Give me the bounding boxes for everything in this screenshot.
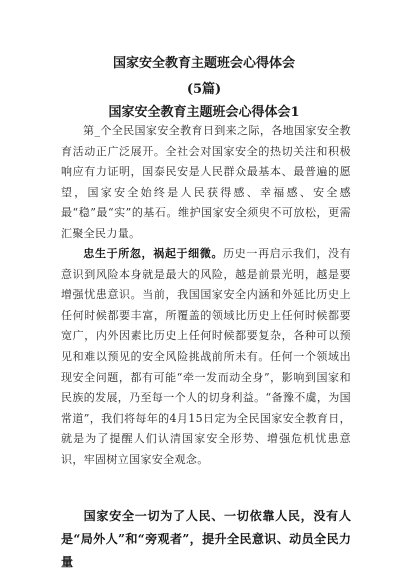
paragraph-2-lead: 忠生于所忽，祸起于细微。 [83, 247, 224, 260]
paragraph-2 [61, 244, 351, 471]
document-count: (5篇) [186, 82, 222, 97]
section-heading: 国家安全教育主题班会心得体会1 [108, 105, 300, 120]
paragraph-2-text: 历史一再启示我们，没有意识到风险本身就是最大的风险，越是前景光明，越是要增强忧患意识。当前，我国国家安全内涵和外延比历史上任何时候都要丰富，所覆盖的领域比历史上任何时候都要宽广，内外因素比历史上任何时候都要复杂，各种可以预见和难以预见的安全风险挑战前所未有。任何一个领域出现安全问题，都有可能“牵一发而动全身”，影响到国家和民族的发展，乃至每一个人的切身利益。“备豫不虞，为国常道”，我们将每年的4月15日定为全民国家安全教育日，就是为了提醒人们认清国家安全形势、增强危机忧患意识，牢固树立国家安全观念。 [61, 247, 351, 466]
paragraph-3-text: 国家安全一切为了人民、一切依靠人民，没有人是“局外人”和“旁观者”，提升全民意识、动员全民力量 [61, 509, 351, 569]
paragraph-1 [61, 121, 351, 245]
document-title: 国家安全教育主题班会心得体会 [112, 56, 295, 71]
paragraph-3 [61, 505, 351, 574]
paragraph-1-text: 第_个全民国家安全教育日到来之际，各地国家安全教育活动正广泛展开。全社会对国家安全的热切关注和积极响应有力证明，国泰民安是人民群众最基本、最普遍的愿望，国家安全始终是人民获得感、幸福感、安全感最“稳”最“实”的基石。维护国家安全须臾不可放松，更需汇聚全民力量。 [61, 124, 351, 240]
